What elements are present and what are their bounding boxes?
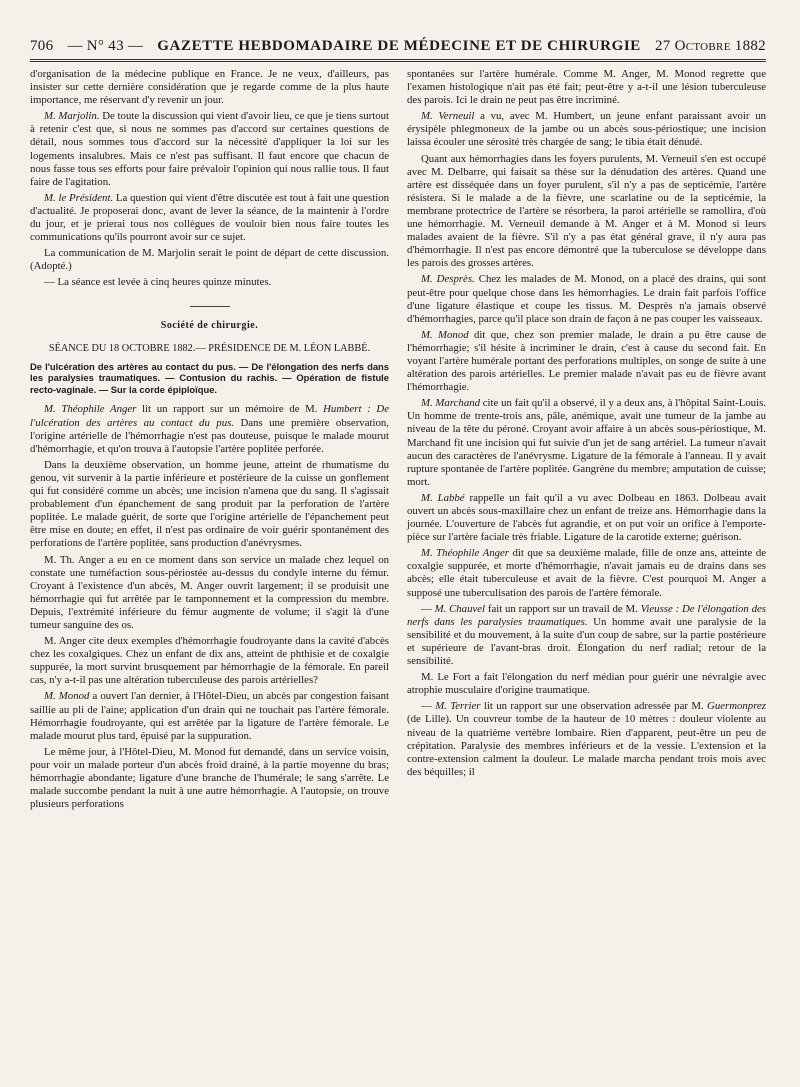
page-number: 706 bbox=[30, 38, 54, 54]
paragraph: M. Labbé rappelle un fait qu'il a vu avec Dolbeau en 1863. Dolbeau avait ouvert un abcès sous-maxillaire chez un enfant de treize ans. Hémorrhagie dans la journée. L'ouverture de l'abcès fut agrandie, et on put voir un orifice à l'emporte-pièce sur l'artère faciale très friable. Ligature de la carotide externe; guérison. bbox=[407, 491, 766, 544]
right-column bbox=[407, 68, 766, 814]
author-name: Guermonprez bbox=[707, 700, 766, 713]
speaker-name: M. Marchand bbox=[421, 397, 481, 410]
paragraph: — M. Chauvel fait un rapport sur un travail de M. Vieusse : De l'élongation des nerfs dans les paralysies traumatiques. Un homme avait une paralysie de la sensibilité et du mouvement, à la suite d'un coup de sabre, sur la partie postérieure et supérieure de l'avant-bras droit. Élongation du nerf radial; retour de la sensibilité. bbox=[407, 602, 767, 668]
paragraph: Dans la deuxième observation, un homme jeune, atteint de rhumatisme du genou, vit survenir à la partie inférieure et postérieure de la cuisse un gonflement qui fut considéré comme un abcès; une incision n'amena que du sang. Il s'agissait probablement d'un épanchement de sang produit par la perforation de l'artère poplitée. Le malade guérit, de sorte que l'origine artérielle de l'épanchement peut être mise en doute; en effet, il n'est pas ordinaire de voir guérir spontanément des perforations de l'artère poplitée, sans production d'anévrysmes. bbox=[30, 458, 389, 550]
paragraph: M. Marjolin. De toute la discussion qui vient d'avoir lieu, ce que je tiens surtout à retenir c'est que, si nous ne sommes pas d'accord sur certaines questions de détail, nous sommes tous d'accord sur la nécessité d'appliquer la loi sur les logements insalubres. Mais ce n'est pas suffisant. Il faut encore que chacun de nous fasse tous ses efforts pour faire prévaloir l'opinion qui nous rallie tous. Il faut faire de l'agitation. bbox=[30, 110, 390, 188]
speaker-name: M. Théophile Anger bbox=[44, 403, 137, 416]
speaker-name: M. Labbé bbox=[421, 491, 465, 504]
text-columns bbox=[30, 68, 766, 814]
paragraph: M. Anger cite deux exemples d'hémorrhagie foudroyante dans la cavité d'abcès chez les coxalgiques. Chez un enfant de dix ans, atteint de phthisie et de coxalgie suppurée, la mort survint brusquement par hémorrhagie de la fémorale. En pareil cas, n'y a-t-il pas une altération tuberculeuse des parois artérielles? bbox=[30, 635, 389, 687]
paragraph: — M. Terrier lit un rapport sur une observation adressée par M. Guermonprez (de Lille). Un couvreur tombe de la hauteur de 10 mètres : douleur violente au niveau de la quatrième vertèbre lombaire. Rien d'apparent, peut-être un peu de crépitation. Paralysie des membres inférieurs et de la vessie. L'extension et la contre-extension calment la douleur. Le malade marcha pendant trois mois avec des béquilles; il bbox=[407, 700, 766, 778]
paragraph: Quant aux hémorrhagies dans les foyers purulents, M. Verneuil s'en est occupé avec M. Delbarre, qui faisait sa thèse sur la dénudation des artères. Quand une artère est disséquée dans un foyer purulent, s'il n'y a pas de septicémie, l'artère résistera. Si le malade a de la fièvre, une scarlatine ou de la septicémie, la membrane protectrice de l'artère se résorbera, la paroi artérielle se ramollira, d'où une hémorrhagie. M. Verneuil demande à M. Anger et à M. Monod si leurs malades avaient de la fièvre. S'il n'y a pas état général grave, il n'y aura pas d'hémorrhagie. Il n'est pas encore démontré que la tuberculose se développe dans les parois des grosses artères. bbox=[407, 152, 766, 270]
work-title: : De l'ulcération des artères au contact du pus. bbox=[30, 403, 390, 429]
author-name: Vieusse bbox=[640, 602, 673, 615]
speaker-name: M. Terrier bbox=[435, 700, 481, 713]
paragraph: M. Monod dit que, chez son premier malade, le drain a pu être cause de l'hémorrhagie; s'il hésite à incriminer le drain, c'est à cause du second fait. En voyant l'artère humérale portant des perforations multiples, on songe de suite à une altération des parois artérielles. Le premier malade n'avait pas eu de fièvre avant l'hémorrhagie. bbox=[407, 328, 767, 394]
issue-date: 27 Octobre 1882 bbox=[654, 38, 766, 54]
speaker-name: M. Monod bbox=[44, 690, 90, 703]
speaker-name: M. le Président. bbox=[44, 191, 114, 204]
speaker-name: M. Chauvel bbox=[434, 602, 486, 615]
work-title: : De l'élongation des nerfs dans les paralysies traumatiques. bbox=[407, 602, 767, 628]
paragraph: La communication de M. Marjolin serait le point de départ de cette discussion. (Adopté.) bbox=[30, 247, 389, 273]
session-summary: De l'ulcération des artères au contact du pus. — De l'élongation des nerfs dans les paralysies traumatiques. — Contusion du rachis. — Opération de fistule recto-vaginale. — Sur la corde épiploïque. bbox=[30, 360, 389, 395]
page-header bbox=[30, 38, 766, 62]
society-heading: Société de chirurgie. bbox=[160, 319, 259, 331]
issue-number: — N° 43 — bbox=[67, 38, 144, 54]
paragraph: M. Desprès. Chez les malades de M. Monod, on a placé des drains, qui sont peut-être pour quelque chose dans les hémorrhagies. Le drain fait parfois l'office d'une ligature élastique et coupe les tissus. M. Desprès n'a jamais observé d'hémorrhagies, parce qu'il place son drain de façon à ne pas couper les vaisseaux. bbox=[407, 273, 766, 325]
speaker-name: M. Marjolin. bbox=[44, 110, 100, 123]
left-column bbox=[30, 68, 389, 814]
paragraph: M. Théophile Anger dit que sa deuxième malade, fille de onze ans, atteinte de coxalgie suppurée, et morte d'hémorrhagie, n'avait jamais eu de drains dans ses abcès; elle était tuberculeuse et avait de la fièvre. C'est pourquoi M. Anger a supposé une tuberculisation des parois de l'artère fémorale. bbox=[407, 547, 767, 599]
paragraph: d'organisation de la médecine publique en France. Je ne veux, d'ailleurs, pas insister sur cette dernière considération que je regarde comme de la plus haute importance, me réservant d'y revenir un jour. bbox=[30, 68, 389, 107]
session-heading: SÉANCE DU 18 OCTOBRE 1882.— PRÉSIDENCE DE M. LÉON LABBÉ. bbox=[48, 342, 371, 354]
author-name: Humbert bbox=[323, 403, 362, 416]
paragraph: M. Th. Anger a eu en ce moment dans son service un malade chez lequel on constate une tuméfaction sous-périostée au-dessus du condyle interne du fémur. Croyant à l'existence d'un abcès, M. Anger ouvrit largement; il se produisit une hémorrhagie qui fut arrêtée par le tamponnement et la compression du membre. Depuis, l'extrémité inférieure du fémur augmente de volume; il s'agit là d'une tumeur sanguine des os. bbox=[30, 553, 389, 631]
paragraph: M. Verneuil a vu, avec M. Humbert, un jeune enfant paraissant avoir un érysipèle phlegmoneux de la jambe ou un abcès sous-périostique; une incision laissa écouler une sérosité très chargée de sang; le tibia était dénudé. bbox=[407, 110, 766, 149]
paragraph: Le même jour, à l'Hôtel-Dieu, M. Monod fut demandé, dans un service voisin, pour voir un malade porteur d'un abcès froid drainé, à la partie moyenne du bras; hémorrhagie abondante; ligature d'une branche de l'humérale; le sang s'arrête. Le malade succombe pendant la nuit à une autre hémorrhagie. A l'autopsie, on trouve plusieurs perforations bbox=[30, 745, 389, 811]
paragraph: M. Le Fort a fait l'élongation du nerf médian pour guérir une névralgie avec atrophie musculaire d'origine traumatique. bbox=[407, 671, 766, 697]
paragraph: M. le Président. La question qui vient d'être discutée est tout à fait une question d'actualité. Je proposerai donc, avant de lever la séance, de la maintenir à l'ordre du jour, et je prierai tous nos collègues de vouloir bien nous faire toutes les communications qu'ils pourront avoir sur ce sujet. bbox=[30, 191, 389, 244]
paragraph: — La séance est levée à cinq heures quinze minutes. bbox=[44, 276, 272, 289]
section-divider bbox=[190, 306, 230, 307]
speaker-name: M. Monod bbox=[421, 328, 469, 341]
paragraph: M. Théophile Anger lit un rapport sur un mémoire de M. Humbert : De l'ulcération des artères au contact du pus. Dans une première observation, l'origine artérielle de l'hémorrhagie n'est pas douteuse, puisque le malade mourut d'hémorrhagie, et qu'on trouva à l'autopsie l'artère poplitée perforée. bbox=[30, 403, 390, 455]
journal-title: GAZETTE HEBDOMADAIRE DE MÉDECINE ET DE CHIRURGIE bbox=[157, 38, 641, 54]
paragraph: M. Monod a ouvert l'an dernier, à l'Hôtel-Dieu, un abcès par congestion faisant saillie au pli de l'aine; application d'un drain qui ne touchait pas l'artère fémorale. Hémorrhagie foudroyante, qui est arrêtée par la ligature de l'artère fémorale. Le malade mourut plus tard, épuisé par la suppuration. bbox=[30, 690, 389, 742]
paragraph: spontanées sur l'artère humérale. Comme M. Anger, M. Monod regrette que l'examen histologique n'ait pas été fait; peut-être y a-t-il une lésion tuberculeuse des parois. Ici le drain ne peut pas être incriminé. bbox=[407, 68, 766, 107]
speaker-name: M. Verneuil bbox=[421, 110, 475, 123]
paragraph: M. Marchand cite un fait qu'il a observé, il y a deux ans, à l'hôpital Saint-Louis. Un homme de trente-trois ans, pâle, anémique, avait une tumeur de la jambe au niveau de la tête du péroné. Croyant avoir affaire à un abcès sous-périostique, M. Marchand fit une incision qui fut suivie d'un jet de sang artériel. La tumeur n'avait aucun des caractères de l'anévrysme. Ligature de la fémorale à l'anneau. Il y avait rupture spontanée de l'artère poplitée. Gangrène du membre; amputation de cuisse; mort. bbox=[407, 397, 766, 488]
speaker-name: M. Desprès. bbox=[421, 273, 475, 286]
speaker-name: M. Théophile Anger bbox=[421, 547, 510, 560]
